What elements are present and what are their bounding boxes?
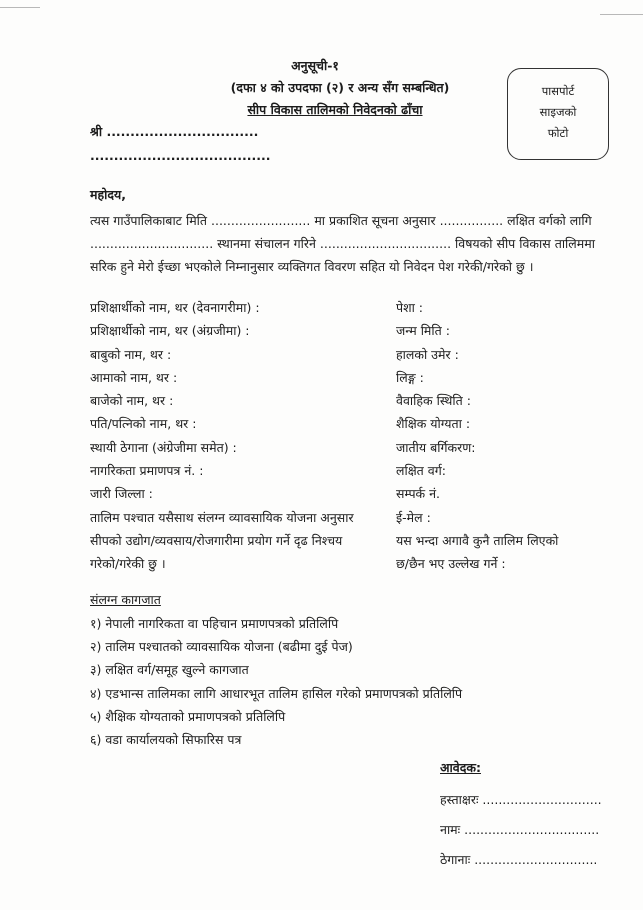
salutation: महोदय, <box>90 187 126 202</box>
field-previous-training-note: छ/छैन भए उल्लेख गर्ने : <box>396 556 506 572</box>
details-right-column <box>396 300 558 580</box>
field-grandfather-name: बाजेको नाम, थर : <box>90 393 174 409</box>
declaration-line: गरेको/गरेकी छु । <box>90 556 166 572</box>
body-line: सरिक हुने मेरो ईच्छा भएकोले निम्नानुसार व्यक्तिगत विवरण सहित यो निवेदन पेश गरेकी/गरेको छु । <box>90 259 534 274</box>
field-target-group: लक्षित वर्ग: <box>396 463 446 479</box>
field-trainee-name-english: प्रशिक्षार्थीको नाम, थर (अंग्रजीमा) : <box>90 323 250 339</box>
signature-field: हस्ताक्षरः .............................. <box>440 792 602 807</box>
field-mother-name: आमाको नाम, थर : <box>90 369 178 385</box>
addressee-line1: श्री ................................ <box>90 124 259 139</box>
field-gender: लिङ्ग : <box>396 369 424 385</box>
body-line: ............................... स्थानमा संचालन गरिने ................................. विषयको सीप विकास तालिममा <box>90 236 595 251</box>
details-left-column <box>90 300 354 580</box>
declaration-line: तालिम पश्चात यसैसाथ संलग्न व्यावसायिक योजना अनुसार <box>90 509 354 525</box>
field-marital-status: वैवाहिक स्थिति : <box>396 393 471 409</box>
field-contact-number: सम्पर्क नं. <box>396 486 441 502</box>
field-trainee-name-devanagari: प्रशिक्षार्थीको नाम, थर (देवनागरीमा) : <box>90 300 260 315</box>
photo-label-line1: पासपोर्ट <box>541 84 575 98</box>
field-date-of-birth: जन्म मिति : <box>396 323 450 339</box>
applicant-name-field: नामः .................................. <box>440 822 600 837</box>
photo-label-line2: साइजको <box>539 105 577 119</box>
attachment-item: २) तालिम पश्चातको व्यावसायिक योजना (बढीमा दुई पेज) <box>90 639 353 655</box>
addressee-line2: ...................................... <box>90 148 271 163</box>
declaration-line: सीपको उद्योग/व्यवसाय/रोजगारीमा प्रयोग गर्ने दृढ निश्चय <box>90 532 343 548</box>
form-title: सीप विकास तालिमको निवेदनको ढाँचा <box>247 102 423 117</box>
field-issuing-district: जारी जिल्ला : <box>90 486 153 502</box>
attachment-item: ६) वडा कार्यालयको सिफारिस पत्र <box>90 731 242 747</box>
passport-photo-box <box>507 68 609 160</box>
attachments-list <box>90 616 462 755</box>
photo-label-line3: फोटो <box>547 126 569 140</box>
attachment-item: ५) शैक्षिक योग्यताको प्रमाणपत्रको प्रतिलिपि <box>90 708 286 724</box>
form-subtitle: (दफा ४ को उपदफा (२) र अन्य सँग सम्बन्धित) <box>230 80 450 95</box>
attachment-item: १) नेपाली नागरिकता वा पहिचान प्रमाणपत्रको प्रतिलिपि <box>90 616 339 631</box>
field-permanent-address: स्थायी ठेगाना (अंग्रेजीमा समेत) : <box>90 439 237 455</box>
field-occupation: पेशा : <box>396 300 424 315</box>
applicant-heading: आवेदक: <box>440 760 481 775</box>
scan-mark-top <box>0 7 40 8</box>
field-spouse-name: पति/पत्निको नाम, थर : <box>90 416 197 432</box>
body-line: त्यस गाउँपालिकाबाट मिति ......................... मा प्रकाशित सूचना अनुसार ................ लक्षित वर्गको लागि <box>90 213 592 228</box>
attachment-item: ४) एडभान्स तालिमका लागि आधारभूत तालिम हासिल गरेको प्रमाणपत्रको प्रतिलिपि <box>90 685 463 701</box>
field-previous-training: यस भन्दा अगावै कुनै तालिम लिएको <box>396 532 559 548</box>
field-current-age: हालको उमेर : <box>396 346 459 362</box>
attachments-heading: संलग्न कागजात <box>90 592 161 607</box>
schedule-number: अनुसूची-१ <box>291 58 339 73</box>
field-father-name: बाबुको नाम, थर : <box>90 346 172 362</box>
scan-mark-right <box>600 14 643 15</box>
field-citizenship-number: नागरिकता प्रमाणपत्र नं. : <box>90 463 204 479</box>
attachment-item: ३) लक्षित वर्ग/समूह खुल्ने कागजात <box>90 662 249 678</box>
field-email: ई-मेल : <box>396 509 431 525</box>
field-education: शैक्षिक योग्यता : <box>396 416 471 432</box>
field-ethnic-category: जातीय बर्गिकरण: <box>396 439 476 455</box>
applicant-address-field: ठेगानाः ............................... <box>440 852 598 867</box>
application-body <box>90 213 610 282</box>
